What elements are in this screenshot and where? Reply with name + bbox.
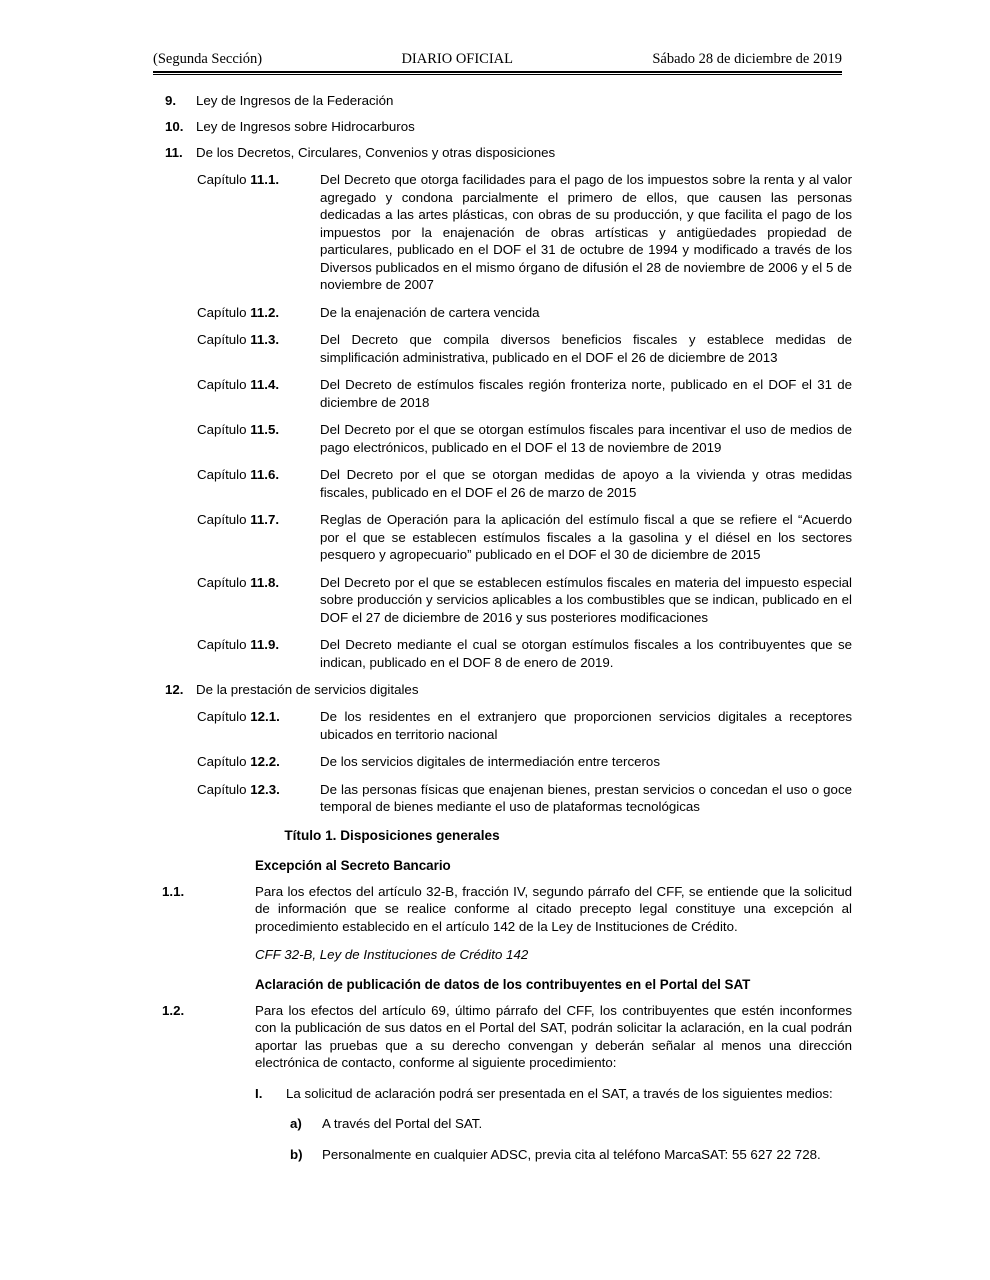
rule-row bbox=[0, 1002, 990, 1072]
chapter-row bbox=[0, 574, 990, 627]
chapter-number: 12.3. bbox=[250, 781, 280, 797]
chapter-label bbox=[197, 421, 320, 456]
chapter-number: 11.5. bbox=[250, 422, 280, 437]
letter-row bbox=[0, 1146, 990, 1164]
chapter-description: Del Decreto por el que se establecen estímulos fiscales en materia del impuesto especial sobre producción y servicios aplicables a los combustibles que se indican, publicado en el DOF el 27 de diciembre de 2016 y sus posteriores modificaciones bbox=[320, 574, 852, 625]
rule-heading: Aclaración de publicación de datos de los contribuyentes en el Portal del SAT bbox=[255, 976, 751, 992]
chapter-description: Del Decreto de estímulos fiscales región fronteriza norte, publicado en el DOF el 31 de diciembre de 2018 bbox=[320, 377, 852, 410]
chapter-label bbox=[197, 574, 320, 627]
toc-item-label: De los Decretos, Circulares, Convenios y otras disposiciones bbox=[196, 145, 556, 160]
chapter-word: Capítulo bbox=[197, 377, 247, 392]
toc-item-label: Ley de Ingresos de la Federación bbox=[196, 93, 394, 108]
chapter-label bbox=[197, 171, 320, 294]
letter-number: b) bbox=[290, 1146, 303, 1162]
chapter-description: De la enajenación de cartera vencida bbox=[320, 304, 540, 320]
chapter-number: 11.1. bbox=[250, 172, 280, 187]
chapter-number: 12.2. bbox=[250, 754, 280, 769]
chapter-number: 11.7. bbox=[250, 512, 280, 527]
chapter-word: Capítulo bbox=[197, 754, 247, 769]
fraction-number: I. bbox=[255, 1085, 263, 1101]
rule-heading: Excepción al Secreto Bancario bbox=[255, 857, 451, 873]
chapter-word: Capítulo bbox=[197, 467, 247, 482]
rule-row bbox=[0, 883, 990, 936]
rule-number: 1.1. bbox=[162, 883, 185, 899]
toc-item bbox=[0, 681, 990, 698]
letter-text: Personalmente en cualquier ADSC, previa cita al teléfono MarcaSAT: 55 627 22 728. bbox=[322, 1146, 821, 1162]
fraction-row bbox=[0, 1085, 990, 1103]
chapter-row bbox=[0, 511, 990, 564]
header-date: Sábado 28 de diciembre de 2019 bbox=[652, 51, 842, 67]
toc-item-label: Ley de Ingresos sobre Hidrocarburos bbox=[196, 119, 415, 134]
header-publication-title: DIARIO OFICIAL bbox=[401, 51, 514, 67]
letter-number: a) bbox=[290, 1116, 302, 1131]
chapter-row bbox=[0, 421, 990, 456]
toc-item-number: 12. bbox=[165, 682, 184, 697]
rule-number: 1.2. bbox=[162, 1002, 185, 1018]
chapter-row bbox=[0, 781, 990, 816]
chapter-number: 11.9. bbox=[250, 637, 280, 652]
document-body bbox=[0, 92, 990, 1163]
letter-text: A través del Portal del SAT. bbox=[322, 1116, 483, 1131]
chapter-label bbox=[197, 708, 320, 743]
chapter-number: 11.6. bbox=[250, 467, 280, 482]
toc-item bbox=[0, 92, 990, 109]
page-header-row bbox=[153, 52, 842, 71]
toc-item-number: 10. bbox=[165, 119, 184, 134]
chapter-description: Del Decreto mediante el cual se otorgan estímulos fiscales a los contribuyentes que se indican, publicado en el DOF 8 de enero de 2019. bbox=[320, 637, 852, 670]
chapter-description: Del Decreto que compila diversos beneficios fiscales y establece medidas de simplificación administrativa, publicado en el DOF el 26 de diciembre de 2013 bbox=[320, 332, 852, 365]
chapter-word: Capítulo bbox=[197, 637, 247, 652]
chapter-number: 11.4. bbox=[250, 377, 280, 392]
chapter-row bbox=[0, 171, 990, 294]
chapter-row bbox=[0, 753, 990, 771]
chapter-number: 11.8. bbox=[250, 574, 280, 590]
header-rule-lower bbox=[153, 74, 842, 75]
chapter-word: Capítulo bbox=[197, 512, 247, 527]
chapter-number: 11.2. bbox=[250, 304, 280, 320]
toc-item bbox=[0, 118, 990, 135]
chapter-description: De los residentes en el extranjero que proporcionen servicios digitales a receptores ubicados en territorio nacional bbox=[320, 709, 852, 742]
chapter-row bbox=[0, 466, 990, 501]
chapter-label bbox=[197, 331, 320, 366]
chapter-row bbox=[0, 304, 990, 322]
chapter-row bbox=[0, 376, 990, 411]
chapter-label bbox=[197, 636, 320, 671]
rule-text: Para los efectos del artículo 69, último párrafo del CFF, los contribuyentes que estén inconformes con la publicación de sus datos en el Portal del SAT, podrán solicitar la aclaración, en la cual podrán aportar las pruebas que a su derecho convengan y deberán señalar al menos una dirección electrónica de contacto, conforme al siguiente procedimiento: bbox=[255, 1002, 852, 1070]
toc-item-number: 11. bbox=[165, 145, 183, 160]
chapter-row bbox=[0, 636, 990, 671]
rule-text: Para los efectos del artículo 32-B, fracción IV, segundo párrafo del CFF, se entiende que la solicitud de información que se realice conforme al citado precepto legal constituye una excepción al procedimiento establecido en el artículo 142 de la Ley de Instituciones de Crédito. bbox=[255, 883, 852, 934]
rule-citation: CFF 32-B, Ley de Instituciones de Crédito 142 bbox=[255, 947, 529, 962]
chapter-number: 11.3. bbox=[250, 332, 280, 347]
chapter-row bbox=[0, 331, 990, 366]
chapter-description: Reglas de Operación para la aplicación del estímulo fiscal a que se refiere el “Acuerdo por el que se establecen estímulos fiscales a la gasolina y el diésel en los sectores pesquero y agropecuario” publicado en el DOF el 30 de diciembre de 2015 bbox=[320, 512, 852, 562]
chapter-word: Capítulo bbox=[197, 422, 247, 437]
chapter-description: Del Decreto por el que se otorgan estímulos fiscales para incentivar el uso de medios de pago electrónicos, publicado en el DOF el 13 de noviembre de 2019 bbox=[320, 422, 852, 455]
header-section-label: (Segunda Sección) bbox=[153, 51, 263, 67]
letter-row bbox=[0, 1115, 990, 1133]
chapter-description: De los servicios digitales de intermediación entre terceros bbox=[320, 754, 660, 769]
chapter-number: 12.1. bbox=[250, 709, 280, 724]
chapter-label bbox=[197, 781, 320, 816]
chapter-label bbox=[197, 466, 320, 501]
chapter-word: Capítulo bbox=[197, 574, 247, 590]
section-title: Título 1. Disposiciones generales bbox=[284, 827, 500, 843]
header-rule-upper bbox=[153, 71, 842, 73]
chapter-row bbox=[0, 708, 990, 743]
chapter-word: Capítulo bbox=[197, 332, 247, 347]
chapter-label bbox=[197, 511, 320, 564]
chapter-description: Del Decreto que otorga facilidades para el pago de los impuestos sobre la renta y al valor agregado y condona parcialmente el primero de ellos, que causen las personas dedicadas a las artes plásticas, con obras de su producción, y que facilita el pago de los impuestos por la enajenación de obras artísticas y antigüedades propiedad de particulares, publicado en el DOF el 31 de octubre de 1994 y modificado a través de los Diversos publicados en el mismo órgano de difusión el 28 de noviembre de 2006 y el 5 de noviembre de 2007 bbox=[320, 172, 852, 292]
fraction-text: La solicitud de aclaración podrá ser presentada en el SAT, a través de los siguientes medios: bbox=[286, 1085, 833, 1101]
chapter-word: Capítulo bbox=[197, 304, 247, 320]
page-header bbox=[153, 52, 842, 75]
chapter-label bbox=[197, 376, 320, 411]
toc-item-number: 9. bbox=[165, 93, 177, 108]
chapter-description: Del Decreto por el que se otorgan medidas de apoyo a la vivienda y otras medidas fiscales, publicado en el DOF el 26 de marzo de 2015 bbox=[320, 467, 852, 500]
chapter-word: Capítulo bbox=[197, 172, 247, 187]
chapter-word: Capítulo bbox=[197, 709, 247, 724]
chapter-word: Capítulo bbox=[197, 781, 247, 797]
toc-item-label: De la prestación de servicios digitales bbox=[196, 682, 419, 697]
chapter-description: De las personas físicas que enajenan bienes, prestan servicios o concedan el uso o goce temporal de bienes mediante el uso de plataformas tecnológicas bbox=[320, 781, 852, 814]
chapter-label bbox=[197, 304, 320, 322]
toc-item bbox=[0, 144, 990, 161]
chapter-label bbox=[197, 753, 320, 771]
